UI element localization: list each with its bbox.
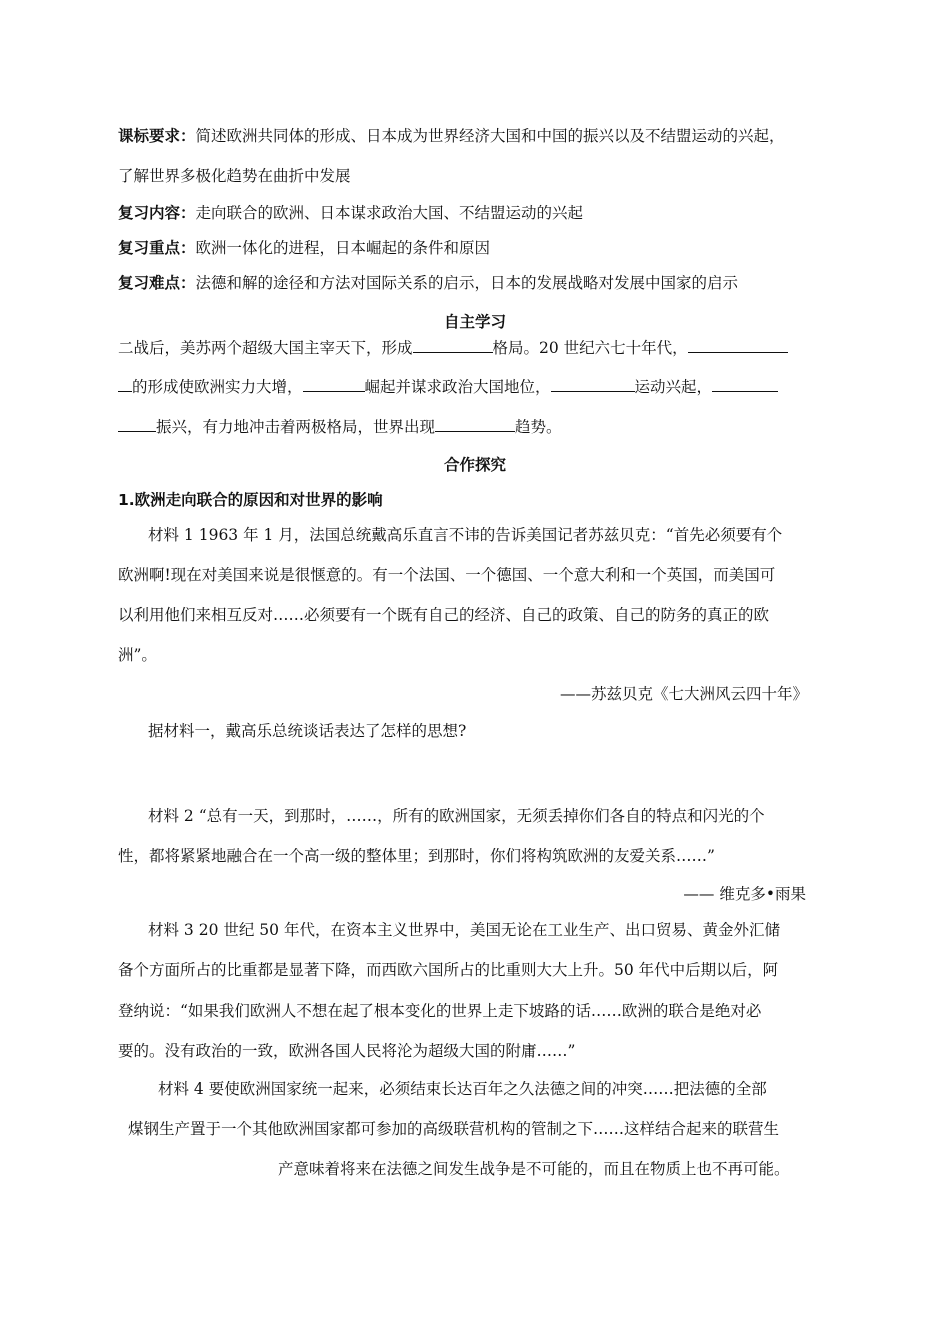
material-3-line-4: 要的。没有政治的一致，欧洲各国人民将沦为超级大国的附庸……” <box>118 1042 576 1060</box>
self-study-line-1 <box>118 337 788 358</box>
material-3-line-1: 材料 3 20 世纪 50 年代，在资本主义世界中，美国无论在工业生产、出口贸易、黄金外汇储 <box>148 921 780 939</box>
zhongdian-line <box>118 238 490 258</box>
material-4-line-2: 煤钢生产置于一个其他欧洲国家都可参加的高级联营机构的管制之下……这样结合起来的联营生 <box>128 1120 780 1138</box>
self-study-text-3a: 振兴，有力地冲击着两极格局，世界出现 <box>156 418 436 436</box>
neirong-label: 复习内容： <box>118 204 196 222</box>
neirong-text: 走向联合的欧洲、日本谋求政治大国、不结盟运动的兴起 <box>195 204 584 222</box>
kebiao-line-2: 了解世界多极化趋势在曲折中发展 <box>118 167 351 185</box>
nandian-text: 法德和解的途径和方法对国际关系的启示，日本的发展战略对发展中国家的启示 <box>195 274 739 292</box>
material-1-question: 据材料一，戴高乐总统谈话表达了怎样的思想? <box>148 722 467 740</box>
material-1-source: ——苏兹贝克《七大洲风云四十年》 <box>559 685 808 703</box>
self-study-text-2c: 运动兴起， <box>634 378 713 396</box>
kebiao-label: 课标要求： <box>118 127 196 145</box>
zhongdian-label: 复习重点： <box>118 239 196 257</box>
blank-6[interactable] <box>435 416 515 432</box>
material-3-line-2: 备个方面所占的比重都是显著下降，而西欧六国所占的比重则大大上升。50 年代中后期以后，阿 <box>118 961 779 979</box>
self-study-line-3 <box>118 416 562 437</box>
self-study-text-1a: 二战后，美苏两个超级大国主宰天下，形成 <box>118 339 413 357</box>
self-study-text-2a: 的形成使欧洲实力大增， <box>132 378 303 396</box>
cooperation-title: 合作探究 <box>443 456 506 474</box>
self-study-line-2 <box>118 376 778 397</box>
blank-4[interactable] <box>551 376 635 392</box>
zhongdian-text: 欧洲一体化的进程，日本崛起的条件和原因 <box>195 239 491 257</box>
blank-3[interactable] <box>303 376 365 392</box>
material-2-line-2: 性，都将紧紧地融合在一个高一级的整体里；到那时，你们将构筑欧洲的友爱关系……” <box>118 847 715 865</box>
neirong-line <box>118 203 583 223</box>
material-1-line-4: 洲”。 <box>118 646 157 664</box>
nandian-line <box>118 273 738 293</box>
blank-5-cont[interactable] <box>118 416 156 432</box>
material-4-line-1: 材料 4 要使欧洲国家统一起来，必须结束长达百年之久法德之间的冲突……把法德的全部 <box>158 1080 767 1098</box>
kebiao-text-1: 简述欧洲共同体的形成、日本成为世界经济大国和中国的振兴以及不结盟运动的兴起， <box>195 127 785 145</box>
material-4-line-3: 产意味着将来在法德之间发生战争是不可能的，而且在物质上也不再可能。 <box>278 1160 790 1178</box>
material-3-line-3: 登纳说：“如果我们欧洲人不想在起了根本变化的世界上走下坡路的话……欧洲的联合是绝对必 <box>118 1002 762 1020</box>
material-1-line-3: 以利用他们来相互反对……必须要有一个既有自己的经济、自己的政策、自己的防务的真正的欧 <box>118 606 770 624</box>
kebiao-line-1 <box>118 126 785 146</box>
blank-2[interactable] <box>688 337 788 353</box>
self-study-text-2b: 崛起并谋求政治大国地位， <box>364 378 551 396</box>
nandian-label: 复习难点： <box>118 274 196 292</box>
blank-1[interactable] <box>413 337 493 353</box>
material-2-source: —— 维克多•雨果 <box>683 885 806 903</box>
material-1-line-2: 欧洲啊!现在对美国来说是很惬意的。有一个法国、一个德国、一个意大利和一个英国，而美国可 <box>118 566 776 584</box>
self-study-text-3b: 趋势。 <box>515 418 562 436</box>
self-study-title: 自主学习 <box>443 313 506 331</box>
blank-2-cont[interactable] <box>118 376 132 392</box>
self-study-text-1b: 格局。20 世纪六七十年代， <box>492 339 688 357</box>
question-1-title: 1.欧洲走向联合的原因和对世界的影响 <box>118 491 383 509</box>
blank-5[interactable] <box>712 376 778 392</box>
material-1-line-1: 材料 1 1963 年 1 月，法国总统戴高乐直言不讳的告诉美国记者苏兹贝克：“首先必须要有个 <box>148 526 783 544</box>
material-2-line-1: 材料 2 “总有一天，到那时，……，所有的欧洲国家，无须丢掉你们各自的特点和闪光的个 <box>148 807 765 825</box>
